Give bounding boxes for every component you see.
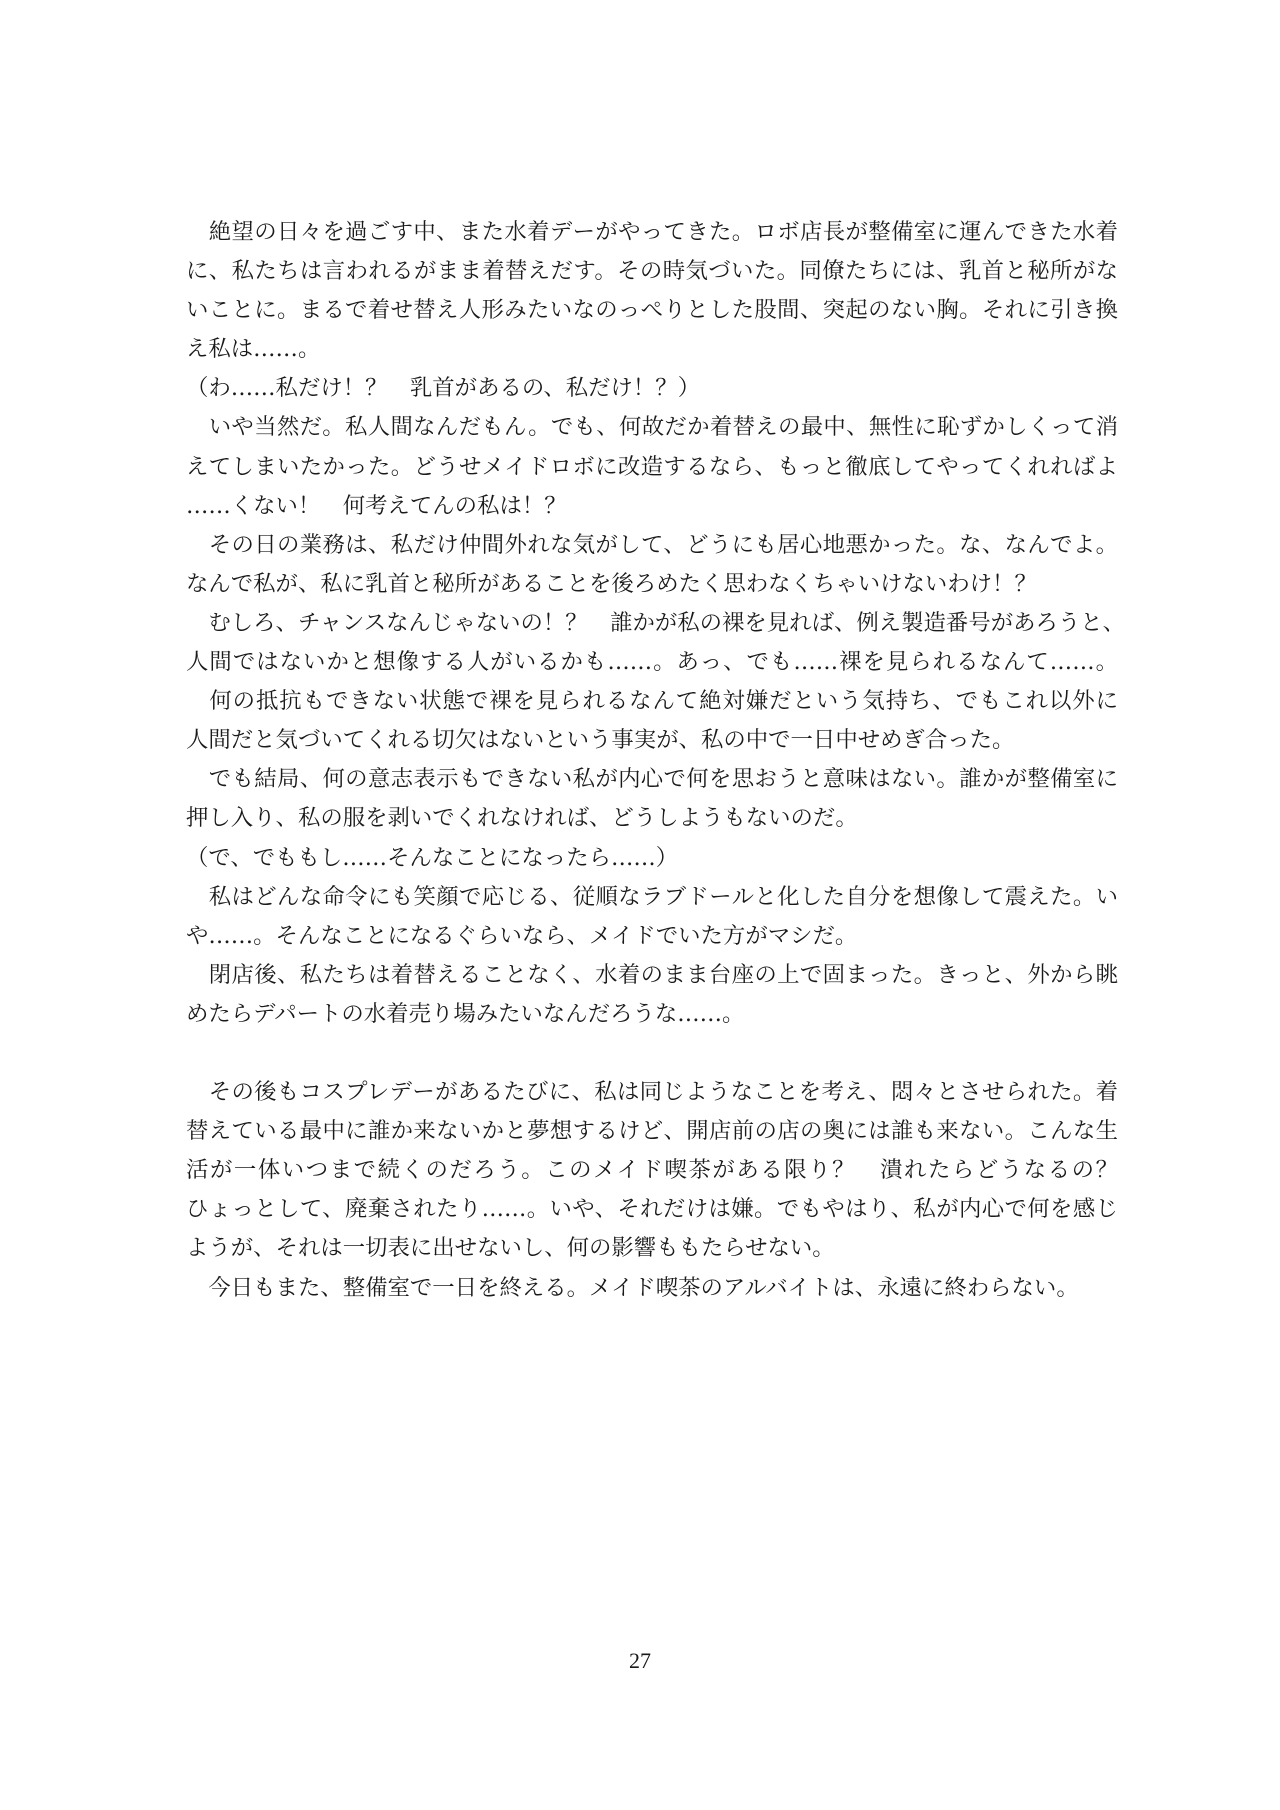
text-line: に、私たちは言われるがまま着替えだす。その時気づいた。同僚たちには、乳首と秘所がな [186, 258, 1118, 285]
text-line: ……くない！ 何考えてんの私は！？ [186, 492, 567, 519]
text-line: でも結局、何の意志表示もできない私が内心で何を思おうと意味はない。誰かが整備室に [186, 766, 1118, 793]
text-line: 活が一体いつまで続くのだろう。このメイド喫茶がある限り？ 潰れたらどうなるの？ [186, 1157, 1118, 1184]
text-line: その日の業務は、私だけ仲間外れな気がして、どうにも居心地悪かった。な、なんでよ。 [186, 531, 1118, 558]
text-line: 押し入り、私の服を剥いでくれなければ、どうしようもないのだ。 [186, 805, 858, 832]
text-line: なんで私が、私に乳首と秘所があることを後ろめたく思わなくちゃいけないわけ！？ [186, 570, 1037, 597]
page-number: 27 [629, 1648, 651, 1673]
text-line: 今日もまた、整備室で一日を終える。メイド喫茶のアルバイトは、永遠に終わらない。 [186, 1274, 1079, 1301]
text-line: その後もコスプレデーがあるたびに、私は同じようなことを考え、悶々とさせられた。着 [186, 1079, 1118, 1106]
text-line: 閉店後、私たちは着替えることなく、水着のまま台座の上で固まった。きっと、外から眺 [186, 961, 1118, 988]
text-line: 替えている最中に誰か来ないかと夢想するけど、開店前の店の奥には誰も来ない。こんな生 [186, 1118, 1118, 1145]
text-line: ようが、それは一切表に出せないし、何の影響ももたらせない。 [186, 1235, 835, 1262]
text-line: めたらデパートの水着売り場みたいなんだろうな……。 [186, 1000, 745, 1027]
text-line: 私はどんな命令にも笑顔で応じる、従順なラブドールと化した自分を想像して震えた。い [186, 883, 1118, 910]
text-line: 人間ではないかと想像する人がいるかも……。あっ、でも……裸を見られるなんて……。 [186, 649, 1118, 676]
text-line: いや当然だ。私人間なんだもん。でも、何故だか着替えの最中、無性に恥ずかしくって消 [186, 414, 1118, 441]
text-line: 何の抵抗もできない状態で裸を見られるなんて絶対嫌だという気持ち、でもこれ以外に [186, 688, 1118, 715]
body-text [186, 213, 1126, 1308]
text-line [186, 1034, 1118, 1073]
text-line: （わ……私だけ！？ 乳首があるの、私だけ！？） [186, 375, 701, 402]
text-line: や……。そんなことになるぐらいなら、メイドでいた方がマシだ。 [186, 922, 858, 949]
text-line: えてしまいたかった。どうせメイドロボに改造するなら、もっと徹底してやってくれればよ [186, 453, 1118, 480]
text-line: （で、でももし……そんなことになったら……） [186, 844, 679, 871]
text-line: むしろ、チャンスなんじゃないの！？ 誰かが私の裸を見れば、例え製造番号があろうと、 [186, 609, 1126, 636]
text-line: ひょっとして、廃棄されたり……。いや、それだけは嫌。でもやはり、私が内心で何を感じ [186, 1196, 1118, 1223]
text-line: え私は……。 [186, 336, 321, 363]
text-line: いことに。まるで着せ替え人形みたいなのっぺりとした股間、突起のない胸。それに引き換 [186, 297, 1118, 324]
text-line: 絶望の日々を過ごす中、また水着デーがやってきた。ロボ店長が整備室に運んできた水着 [186, 219, 1118, 245]
text-line: 人間だと気づいてくれる切欠はないという事実が、私の中で一日中せめぎ合った。 [186, 727, 1015, 754]
